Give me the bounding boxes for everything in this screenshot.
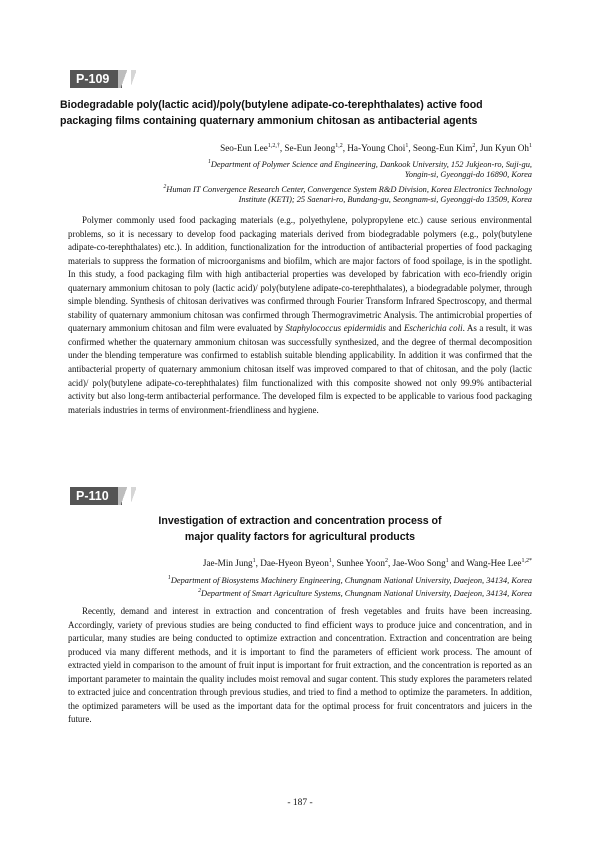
author-name: Wang-Hee Lee bbox=[466, 558, 522, 569]
author-affiliation-mark: 1 bbox=[445, 558, 449, 564]
author-affiliation-mark: 1 bbox=[328, 558, 332, 564]
author-name: Ha-Young Choi bbox=[347, 143, 406, 154]
author-name: Seong-Eun Kim bbox=[412, 143, 473, 154]
author-name: Jae-Min Jung bbox=[202, 558, 253, 569]
author-list: Seo-Eun Lee$^{1,2,\dagger}$, Se-Eun Jeong$^{1,2}$, Ha-Young Choi$^1$, Seong-Eun Kim$^2$, Jun Kyun Oh$^1$ bbox=[220, 143, 532, 154]
paper-abstract: Recently, demand and interest in extraction and concentration of fresh vegetables and fruits have been increasing. Accordingly, variety of previous studies are being conducted to find efficient ways to produce juice and concentration, and in particular, many studies are being conducted to optimize extraction and concentration. Extraction and concentration are being produced via many different methods, and it is important to find the parameters of efficient work process. The amount of extracted yield in comparison to the amount of fruit input is important for fruit extraction, and the concentration is reported as an important parameter to maintain the quality includes moist removal and sugar content. This study explores the parameters related to extracted juice and concentration through previous studies, and tried to find a method to optimize the parameters. In addition, the optimized parameters will be used as the important data for the optimal process for fruit concentrators and juicers in the future. bbox=[68, 606, 532, 725]
author-name: Sunhee Yoon bbox=[336, 558, 385, 569]
author-name: Se-Eun Jeong bbox=[284, 143, 336, 154]
author-affiliation-mark: 2 bbox=[384, 558, 388, 564]
paper-title-line: Investigation of extraction and concentration process of bbox=[158, 515, 442, 527]
affiliation-line: Institute (KETI); 25 Saenari-ro, Bundang-gu, Seongnam-si, Gyeonggi-do 13509, Korea bbox=[238, 194, 532, 204]
paper-title bbox=[60, 98, 540, 129]
affiliation-line: $^1$Department of Polymer Science and Engineering, Dankook University, 152 Jukjeon-ro, Suji-gu, bbox=[207, 159, 532, 169]
paper-title-line: packaging films containing quaternary ammonium chitosan as antibacterial agents bbox=[60, 114, 478, 127]
author-name: Jun Kyun Oh bbox=[479, 143, 529, 154]
author-affiliation-mark: 1,2,† bbox=[267, 143, 280, 149]
affiliation-line: Yongin-si, Gyeonggi-do 16890, Korea bbox=[404, 169, 532, 179]
affiliation-line: $^2$Human IT Convergence Research Center, Convergence System R&D Division, Korea Electronics Technology bbox=[163, 184, 532, 194]
author-name: Jae-Woo Song bbox=[392, 558, 446, 569]
paper-tag bbox=[70, 70, 122, 88]
paper-title bbox=[60, 514, 540, 545]
affiliation-line: $^2$Department of Smart Agriculture Systems, Chungnam National University, Daejeon, 34134, Korea bbox=[198, 588, 532, 598]
author-name: Dae-Hyeon Byeon bbox=[260, 558, 329, 569]
paper-tag bbox=[70, 487, 122, 505]
paper-tag-label: P-109 bbox=[76, 72, 110, 86]
paper-title-line: Biodegradable poly(lactic acid)/poly(butylene adipate-co-terephthalates) active food bbox=[60, 99, 483, 111]
author-name: Seo-Eun Lee bbox=[220, 143, 268, 154]
author-affiliation-mark: 1,2 bbox=[335, 143, 343, 149]
author-affiliation-mark: 1 bbox=[405, 143, 409, 149]
paper-abstract: Polymer commonly used food packaging materials (e.g., polyethylene, polypropylene etc.) cause serious environmental problems, so it is necessary to develop food packaging materials derived from biodegradable polymers (e.g., poly(butylene adipate-co-terephthalates) etc.). In addition, functionalization for the introduction of antibacterial properties of food packaging materials to suppress the formation of microorganisms and biofilm, which are major factors of food spoilage, is in the spotlight. In this study, a food packaging film with high antibacterial properties was developed by fabrication with eco-friendly origin quaternary ammonium chitosan to poly (lactic acid)/ poly(butylene adipate-co-terephthalates), a biodegradable polymer, through simple blending. Synthesis of chitosan derivatives was confirmed through Fourier Transform Infrared Spectroscopy, and thermal stability of quaternary ammonium chitosan was confirmed through Thermogravimetric Analysis. The antimicrobial properties of quaternary ammonium chitosan and film were evaluated by Staphylococcus epidermidis and Escherichia coli. As a result, it was confirmed whether the quaternary ammonium chitosan was successfully synthesized, and the degree of thermal decomposition under the blending temperature was confirmed to establish suitable blending applicability. In addition it was confirmed that the antibacterial property of quaternary ammonium chitosan itself was improved compared to that of chitosan, and the poly (lactic acid)/ poly(butylene adipate-co-terephthalates) film functionalized with this composite showed not only 99.9% antibacterial activity but also long-term antibacterial performance. The developed film is expected to be applicable to various food packaging materials industries in terms of environment-friendliness and hygiene. bbox=[68, 215, 532, 415]
author-affiliation-mark: 1 bbox=[252, 558, 256, 564]
species-name: Escherichia coli bbox=[403, 323, 463, 334]
species-name: Staphylococcus epidermidis bbox=[285, 323, 386, 334]
author-list: Jae-Min Jung$^1$, Dae-Hyeon Byeon$^1$, Sunhee Yoon$^2$, Jae-Woo Song$^1$ and Wang-Hee Lee$^{1,2*}$ bbox=[202, 558, 532, 569]
paper-tag-label: P-110 bbox=[76, 489, 109, 503]
author-affiliation-mark: 1 bbox=[529, 143, 532, 149]
paper-title-line: major quality factors for agricultural products bbox=[184, 530, 416, 543]
page-number: - 187 - bbox=[287, 798, 313, 808]
affiliation-line: $^1$Department of Biosystems Machinery Engineering, Chungnam National University, Daejeon, 34134, Korea bbox=[167, 575, 532, 585]
author-affiliation-mark: 2 bbox=[472, 143, 476, 149]
author-affiliation-mark: 1,2* bbox=[521, 558, 532, 564]
